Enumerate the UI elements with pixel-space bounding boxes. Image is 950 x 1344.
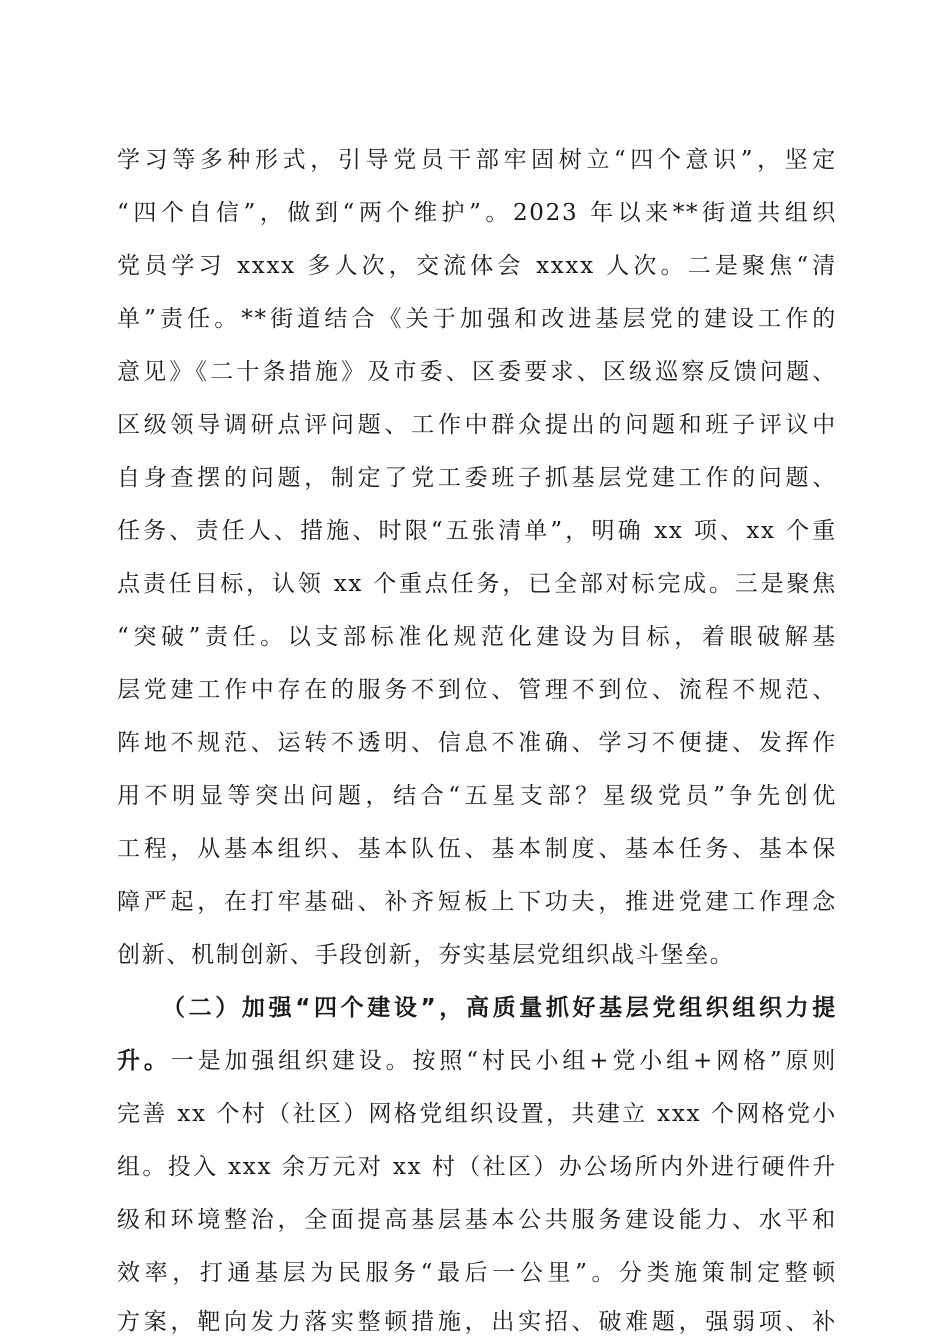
text-line: 区级领导调研点评问题、工作中群众提出的问题和班子评议中 (117, 412, 837, 438)
text-line: 任务、责任人、措施、时限“五张清单”，明确 xx 项、xx 个重 (117, 518, 838, 544)
text-line: 层党建工作中存在的服务不到位、管理不到位、流程不规范、 (117, 677, 837, 703)
text-line: 单”责任。**街道结合《关于加强和改进基层党的建设工作的 (117, 306, 837, 332)
text-line: 阵地不规范、运转不透明、信息不准确、学习不便捷、发挥作 (117, 730, 837, 756)
text-line: 障严起，在打牢基础、补齐短板上下功夫，推进党建工作理念 (117, 889, 837, 915)
section-heading: （二）加强“四个建设”，高质量抓好基层党组织组织力提 (162, 995, 837, 1021)
text-line: 效率，打通基层为民服务“最后一公里”。分类施策制定整顿 (117, 1260, 837, 1286)
text-line: 党员学习 xxxx 多人次，交流体会 xxxx 人次。二是聚焦“清 (117, 253, 837, 279)
text-line: 用不明显等突出问题，结合“五星支部？星级党员”争先创优 (117, 783, 837, 809)
text-line: 自身查摆的问题，制定了党工委班子抓基层党建工作的问题、 (117, 465, 837, 491)
text-line: 方案，靶向发力落实整顿措施，出实招、破难题，强弱项、补 (117, 1309, 837, 1335)
text-line (117, 1039, 837, 1083)
section-heading-end: 升。 (117, 1048, 171, 1074)
text-line: 创新、机制创新、手段创新，夯实基层党组织战斗堡垒。 (117, 942, 735, 968)
text-line: 级和环境整治，全面提高基层基本公共服务建设能力、水平和 (117, 1207, 837, 1233)
text-line: 学习等多种形式，引导党员干部牢固树立“四个意识”，坚定 (117, 147, 837, 173)
text-line: 组。投入 xxx 余万元对 xx 村（社区）办公场所内外进行硬件升 (117, 1154, 837, 1180)
text-line: 点责任目标，认领 xx 个重点任务，已全部对标完成。三是聚焦 (117, 571, 837, 597)
text-line: “四个自信”，做到“两个维护”。2023 年以来**街道共组织 (117, 200, 837, 226)
text-line: 意见》《二十条措施》及市委、区委要求、区级巡察反馈问题、 (117, 359, 837, 385)
text-line-rest: 一是加强组织建设。按照“村民小组+党小组+网格”原则 (170, 1048, 838, 1074)
text-line: “突破”责任。以支部标准化规范化建设为目标，着眼破解基 (117, 624, 837, 650)
text-line: 工程，从基本组织、基本队伍、基本制度、基本任务、基本保 (117, 836, 837, 862)
text-line: 完善 xx 个村（社区）网格党组织设置，共建立 xxx 个网格党小 (117, 1101, 837, 1127)
